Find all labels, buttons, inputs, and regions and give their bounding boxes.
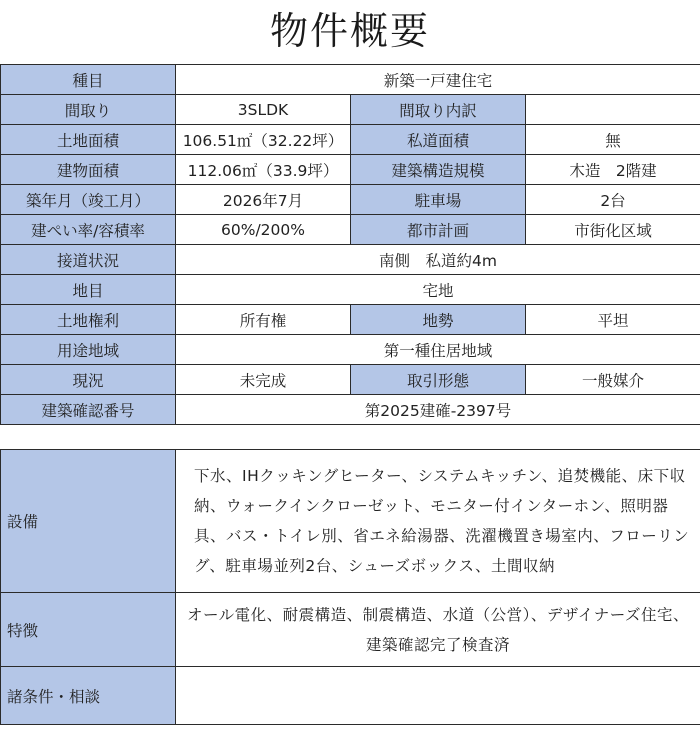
value-completion-date: 2026年7月 — [176, 185, 351, 215]
label-conditions: 諸条件・相談 — [1, 667, 176, 725]
value-features: オール電化、耐震構造、制震構造、水道（公営）、デザイナーズ住宅、建築確認完了検査済 — [176, 593, 700, 667]
value-layout: 3SLDK — [176, 95, 351, 125]
table-row — [1, 593, 700, 667]
label-transaction-type: 取引形態 — [351, 365, 526, 395]
label-land-category: 地目 — [1, 275, 176, 305]
table-row — [1, 395, 700, 425]
table-row — [1, 275, 700, 305]
value-land-area: 106.51㎡（32.22坪） — [176, 125, 351, 155]
label-equipment: 設備 — [1, 450, 176, 593]
label-zoning: 用途地域 — [1, 335, 176, 365]
value-structure: 木造 2階建 — [526, 155, 700, 185]
label-road-access: 接道状況 — [1, 245, 176, 275]
value-zoning: 第一種住居地域 — [176, 335, 700, 365]
value-road-access: 南側 私道約4m — [176, 245, 700, 275]
table-row — [1, 450, 700, 593]
table-row — [1, 155, 700, 185]
table-row — [1, 65, 700, 95]
value-city-planning: 市街化区域 — [526, 215, 700, 245]
value-conditions — [176, 667, 700, 725]
value-building-area: 112.06㎡（33.9坪） — [176, 155, 351, 185]
label-coverage-ratio: 建ぺい率/容積率 — [1, 215, 176, 245]
table-row — [1, 215, 700, 245]
property-details-table — [0, 449, 700, 725]
label-structure: 建築構造規模 — [351, 155, 526, 185]
value-building-permit-number: 第2025建確-2397号 — [176, 395, 700, 425]
label-terrain: 地勢 — [351, 305, 526, 335]
label-features: 特徴 — [1, 593, 176, 667]
table-row — [1, 245, 700, 275]
label-layout: 間取り — [1, 95, 176, 125]
value-type: 新築一戸建住宅 — [176, 65, 700, 95]
table-row — [1, 335, 700, 365]
page-title: 物件概要 — [269, 9, 430, 53]
label-type: 種目 — [1, 65, 176, 95]
value-current-status: 未完成 — [176, 365, 351, 395]
property-summary-table — [0, 64, 700, 425]
label-private-road-area: 私道面積 — [351, 125, 526, 155]
label-completion-date: 築年月（竣工月） — [1, 185, 176, 215]
value-coverage-ratio: 60%/200% — [176, 215, 351, 245]
table-row — [1, 185, 700, 215]
value-layout-breakdown — [526, 95, 700, 125]
value-equipment: 下水、IHクッキングヒーター、システムキッチン、追焚機能、床下収納、ウォークインクローゼット、モニター付インターホン、照明器具、バス・トイレ別、省エネ給湯器、洗濯機置き場室内、フローリング、駐車場並列2台、シューズボックス、土間収納 — [176, 450, 700, 593]
label-parking: 駐車場 — [351, 185, 526, 215]
value-private-road-area: 無 — [526, 125, 700, 155]
table-row — [1, 305, 700, 335]
table-row — [1, 667, 700, 725]
value-land-rights: 所有権 — [176, 305, 351, 335]
value-parking: 2台 — [526, 185, 700, 215]
table-row — [1, 95, 700, 125]
table-row — [1, 125, 700, 155]
table-row — [1, 365, 700, 395]
label-current-status: 現況 — [1, 365, 176, 395]
value-land-category: 宅地 — [176, 275, 700, 305]
label-city-planning: 都市計画 — [351, 215, 526, 245]
label-layout-breakdown: 間取り内訳 — [351, 95, 526, 125]
label-building-permit-number: 建築確認番号 — [1, 395, 176, 425]
label-building-area: 建物面積 — [1, 155, 176, 185]
label-land-rights: 土地権利 — [1, 305, 176, 335]
value-transaction-type: 一般媒介 — [526, 365, 700, 395]
value-terrain: 平坦 — [526, 305, 700, 335]
label-land-area: 土地面積 — [1, 125, 176, 155]
